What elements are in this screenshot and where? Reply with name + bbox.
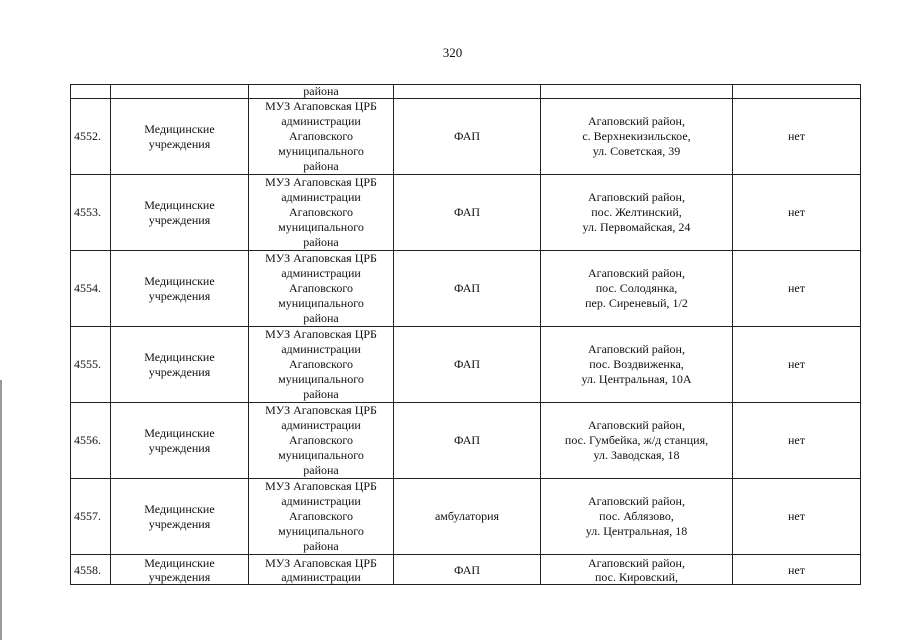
facility-type-cell: ФАП — [394, 403, 541, 479]
category-cell — [111, 327, 249, 403]
category-cell-line: учреждения — [148, 516, 211, 531]
category-cell-line: учреждения — [148, 136, 211, 151]
organization-cell-line: района — [303, 235, 339, 249]
organization-cell-line: Агаповского — [289, 509, 353, 523]
address-cell-line: Агаповский район, — [588, 494, 685, 508]
organization-cell-line: муниципального — [278, 524, 364, 538]
organization-cell-line: муниципального — [278, 372, 364, 386]
address-cell — [541, 327, 733, 403]
address-cell — [541, 251, 733, 327]
table-row — [71, 555, 861, 585]
continuation-cell-num — [71, 85, 111, 99]
organization-cell-line: администрации — [281, 190, 361, 204]
organization-cell-line: района — [303, 463, 339, 477]
organization-cell-line: района — [303, 159, 339, 173]
continuation-cell-type — [394, 85, 541, 99]
row-number-cell: 4557. — [71, 479, 111, 555]
address-cell-line: пос. Воздвиженка, — [589, 357, 684, 371]
address-cell-line: пос. Кировский, — [594, 569, 679, 584]
organization-cell-line: муниципального — [278, 220, 364, 234]
value-cell: нет — [733, 403, 861, 479]
organization-cell-line: Агаповского — [289, 281, 353, 295]
category-cell-line: Медицинские — [144, 273, 215, 288]
address-cell-line: пер. Сиреневый, 1/2 — [585, 296, 688, 310]
address-cell-line: Агаповский район, — [588, 114, 685, 128]
address-cell-line: ул. Первомайская, 24 — [582, 220, 691, 234]
row-number-cell: 4555. — [71, 327, 111, 403]
organization-cell — [249, 327, 394, 403]
table-row — [71, 479, 861, 555]
category-cell-line: учреждения — [148, 364, 211, 379]
address-cell-line: Агаповский район, — [588, 342, 685, 356]
organization-cell-line: администрации — [281, 114, 361, 128]
organization-cell-line: муниципального — [278, 296, 364, 310]
value-cell: нет — [733, 175, 861, 251]
address-cell-line: Агаповский район, — [588, 418, 685, 432]
address-cell-line: ул. Центральная, 10А — [581, 372, 692, 386]
continuation-cell-value — [733, 85, 861, 99]
organization-cell-line: администрации — [281, 418, 361, 432]
address-cell-line: пос. Солодянка, — [595, 281, 678, 295]
category-cell-line: учреждения — [148, 212, 211, 227]
organization-cell-line: Агаповского — [289, 357, 353, 371]
value-cell: нет — [733, 251, 861, 327]
continuation-cell-organization: района — [249, 85, 394, 99]
organization-cell-line: МУЗ Агаповская ЦРБ — [265, 175, 377, 189]
address-cell-line: пос. Аблязово, — [599, 509, 674, 523]
organization-cell-line: МУЗ Агаповская ЦРБ — [265, 327, 377, 341]
value-cell: нет — [733, 99, 861, 175]
category-cell-line: учреждения — [148, 569, 211, 584]
value-cell: нет — [733, 327, 861, 403]
organization-cell-line: администрации — [281, 342, 361, 356]
continuation-row — [71, 85, 861, 99]
row-number-cell: 4556. — [71, 403, 111, 479]
table-row — [71, 327, 861, 403]
category-cell — [111, 555, 249, 585]
category-cell — [111, 403, 249, 479]
table-row — [71, 99, 861, 175]
organization-cell-line: администрации — [281, 494, 361, 508]
address-cell-line: с. Верхнекизильское, — [582, 129, 691, 143]
address-cell-line: ул. Заводская, 18 — [593, 448, 680, 462]
facility-type-cell: амбулатория — [394, 479, 541, 555]
facility-type-cell: ФАП — [394, 251, 541, 327]
address-cell-line: пос. Желтинский, — [591, 205, 682, 219]
organization-cell-line: администрации — [281, 266, 361, 280]
continuation-cell-address — [541, 85, 733, 99]
facility-type-cell: ФАП — [394, 327, 541, 403]
organization-cell — [249, 99, 394, 175]
address-cell — [541, 479, 733, 555]
table-row — [71, 403, 861, 479]
category-cell-line: учреждения — [148, 440, 211, 455]
category-cell-line: Медицинские — [144, 349, 215, 364]
organization-cell-line: района — [303, 539, 339, 553]
category-cell-line: Медицинские — [144, 121, 215, 136]
registry-table-body — [71, 85, 861, 585]
organization-cell-line: Агаповского — [289, 129, 353, 143]
organization-cell-line: муниципального — [278, 144, 364, 158]
category-cell — [111, 479, 249, 555]
organization-cell — [249, 403, 394, 479]
address-cell — [541, 555, 733, 585]
category-cell — [111, 175, 249, 251]
row-number-cell: 4554. — [71, 251, 111, 327]
address-cell — [541, 99, 733, 175]
category-cell-line: учреждения — [148, 288, 211, 303]
organization-cell-line: Агаповского — [289, 205, 353, 219]
table-row — [71, 251, 861, 327]
address-cell-line: пос. Гумбейка, ж/д станция, — [564, 433, 709, 447]
organization-cell-line: МУЗ Агаповская ЦРБ — [265, 403, 377, 417]
organization-cell-line: района — [303, 387, 339, 401]
value-cell: нет — [733, 555, 861, 585]
page-number: 320 — [442, 45, 463, 60]
category-cell-line: Медицинские — [144, 425, 215, 440]
facility-type-cell: ФАП — [394, 99, 541, 175]
registry-table — [70, 84, 861, 585]
scan-edge-shadow — [0, 380, 2, 640]
row-number-cell: 4552. — [71, 99, 111, 175]
address-cell-line: ул. Советская, 39 — [592, 144, 681, 158]
organization-cell — [249, 555, 394, 585]
address-cell-line: Агаповский район, — [588, 190, 685, 204]
category-cell-line: Медицинские — [144, 555, 215, 570]
address-cell-line: Агаповский район, — [588, 555, 685, 570]
organization-cell-line: МУЗ Агаповская ЦРБ — [265, 555, 377, 570]
category-cell-line: Медицинские — [144, 197, 215, 212]
organization-cell — [249, 251, 394, 327]
continuation-cell-category — [111, 85, 249, 99]
organization-cell-line: муниципального — [278, 448, 364, 462]
organization-cell-line: района — [303, 311, 339, 325]
organization-cell-line: МУЗ Агаповская ЦРБ — [265, 479, 377, 493]
table-row — [71, 175, 861, 251]
organization-cell — [249, 175, 394, 251]
category-cell — [111, 251, 249, 327]
address-cell — [541, 403, 733, 479]
organization-cell-line: Агаповского — [289, 433, 353, 447]
address-cell-line: ул. Центральная, 18 — [585, 524, 688, 538]
organization-cell-line: МУЗ Агаповская ЦРБ — [265, 99, 377, 113]
facility-type-cell: ФАП — [394, 555, 541, 585]
category-cell — [111, 99, 249, 175]
row-number-cell: 4558. — [71, 555, 111, 585]
category-cell-line: Медицинские — [144, 501, 215, 516]
value-cell: нет — [733, 479, 861, 555]
organization-cell-line: администрации — [281, 569, 361, 584]
organization-cell-line: МУЗ Агаповская ЦРБ — [265, 251, 377, 265]
organization-cell — [249, 479, 394, 555]
facility-type-cell: ФАП — [394, 175, 541, 251]
address-cell-line: Агаповский район, — [588, 266, 685, 280]
address-cell — [541, 175, 733, 251]
row-number-cell: 4553. — [71, 175, 111, 251]
